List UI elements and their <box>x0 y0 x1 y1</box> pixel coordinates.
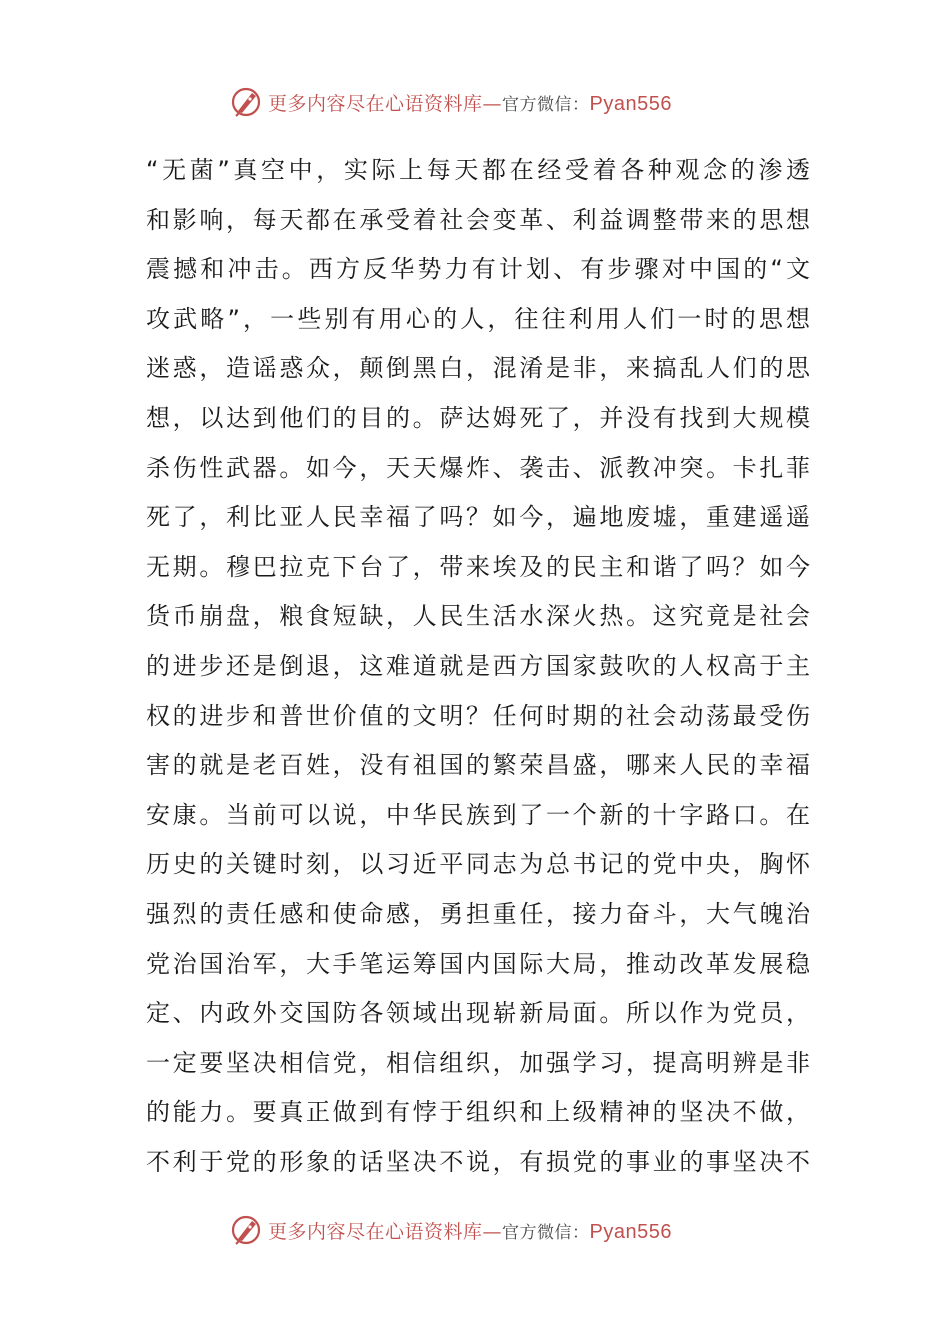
body-line: 强烈的责任感和使命感，勇担重任，接力奋斗，大气魄治 <box>146 899 810 928</box>
body-line: 党治国治军，大手笔运筹国内国际大局，推动改革发展稳 <box>146 949 810 978</box>
footer-wechat-label: 官方微信： <box>502 1222 590 1243</box>
header-banner-title: 更多内容尽在心语资料库 <box>268 92 483 115</box>
body-line: 和影响，每天都在承受着社会变革、利益调整带来的思想 <box>146 205 810 234</box>
body-text <box>146 146 810 1187</box>
header-banner-text <box>268 89 672 116</box>
footer-banner-title: 更多内容尽在心语资料库 <box>268 1220 483 1243</box>
pen-nib-logo-icon <box>228 1212 264 1248</box>
body-line: 一定要坚决相信党，相信组织，加强学习，提高明辨是非 <box>146 1048 810 1077</box>
footer-banner <box>228 1210 748 1250</box>
footer-banner-dash: — <box>482 1220 503 1243</box>
body-line: 震撼和冲击。西方反华势力有计划、有步骤对中国的“文 <box>146 255 810 284</box>
header-wechat-label: 官方微信： <box>502 94 590 115</box>
pen-nib-logo-icon <box>228 84 264 120</box>
body-line: 货币崩盘，粮食短缺，人民生活水深火热。这究竟是社会 <box>146 602 810 631</box>
body-line: “无菌”真空中，实际上每天都在经受着各种观念的渗透 <box>146 156 810 184</box>
body-line: 杀伤性武器。如今，天天爆炸、袭击、派教冲突。卡扎菲 <box>146 453 810 482</box>
body-line: 想，以达到他们的目的。萨达姆死了，并没有找到大规模 <box>146 403 810 432</box>
header-wechat-id: Pyan556 <box>589 92 672 115</box>
body-line: 迷惑，造谣惑众，颠倒黑白，混淆是非，来搞乱人们的思 <box>146 354 810 383</box>
body-line: 安康。当前可以说，中华民族到了一个新的十字路口。在 <box>146 800 810 829</box>
footer-banner-text <box>268 1217 672 1244</box>
body-line: 历史的关键时刻，以习近平同志为总书记的党中央，胸怀 <box>146 850 810 879</box>
body-line: 的能力。要真正做到有悖于组织和上级精神的坚决不做， <box>146 1098 810 1127</box>
body-line: 死了，利比亚人民幸福了吗？如今，遍地废墟，重建遥遥 <box>146 503 810 532</box>
body-line: 不利于党的形象的话坚决不说，有损党的事业的事坚决不 <box>146 1147 810 1176</box>
body-line: 的进步还是倒退，这难道就是西方国家鼓吹的人权高于主 <box>146 651 810 680</box>
body-line: 权的进步和普世价值的文明？任何时期的社会动荡最受伤 <box>146 701 810 730</box>
header-banner-dash: — <box>482 92 503 115</box>
body-line: 攻武略”，一些别有用心的人，往往利用人们一时的思想 <box>146 304 810 333</box>
header-banner <box>228 82 748 122</box>
footer-wechat-id: Pyan556 <box>589 1220 672 1243</box>
body-line: 害的就是老百姓，没有祖国的繁荣昌盛，哪来人民的幸福 <box>146 751 810 780</box>
body-line: 无期。穆巴拉克下台了，带来埃及的民主和谐了吗？如今 <box>146 552 810 581</box>
body-line: 定、内政外交国防各领域出现崭新局面。所以作为党员， <box>146 999 810 1028</box>
